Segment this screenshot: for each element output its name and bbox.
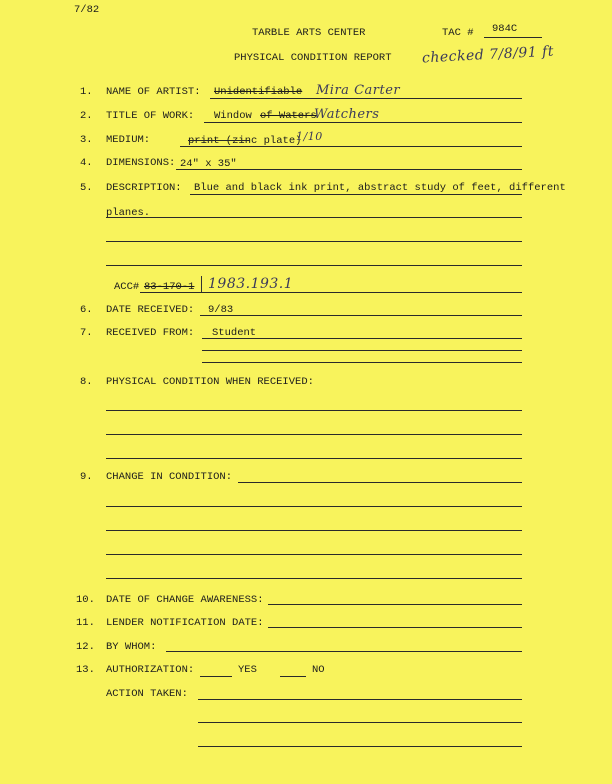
field-7-number: 7. [80,327,93,339]
field-2-struck-value: of Waters [260,110,317,122]
action-line-3 [198,746,522,747]
field-7-line-2 [202,350,522,351]
field-8-line-3 [106,458,522,459]
field-9-number: 9. [80,471,93,483]
acc-struck-value: 83-170-1 [144,281,195,293]
tac-line [484,37,542,38]
field-5-number: 5. [80,182,93,194]
field-9-line-1 [238,482,522,483]
field-10-line [268,604,522,605]
field-12-line [166,651,522,652]
field-3-line [180,146,522,147]
field-11-line [268,627,522,628]
field-2-label: TITLE OF WORK: [106,110,195,122]
field-6-label: DATE RECEIVED: [106,304,195,316]
corner-date: 7/82 [74,4,100,16]
field-3-strike [188,140,250,141]
field-6-line [200,315,522,316]
tac-label: TAC # [442,27,474,39]
field-9-line-4 [106,554,522,555]
field-5-line-3 [106,241,522,242]
action-taken-label: ACTION TAKEN: [106,688,188,700]
field-7-line-1 [202,338,522,339]
field-5-value-line1: Blue and black ink print, abstract study of feet, different [194,182,566,194]
field-9-line-5 [106,578,522,579]
field-10-number: 10. [76,594,95,606]
acc-divider [201,276,202,292]
field-5-value-line2: planes. [106,207,151,219]
field-11-label: LENDER NOTIFICATION DATE: [106,617,264,629]
field-6-value: 9/83 [208,304,234,316]
field-9-line-2 [106,506,522,507]
field-13-yes: YES [238,664,257,676]
field-8-line-2 [106,434,522,435]
field-4-label: DIMENSIONS: [106,157,176,169]
field-13-yes-line [200,676,232,677]
field-9-line-3 [106,530,522,531]
field-9-label: CHANGE IN CONDITION: [106,471,233,483]
field-8-label: PHYSICAL CONDITION WHEN RECEIVED: [106,376,314,388]
field-8-line-1 [106,410,522,411]
field-2-number: 2. [80,110,93,122]
handwritten-checked: checked 7/8/91 ft [421,43,555,67]
field-12-label: BY WHOM: [106,641,157,653]
field-4-number: 4. [80,157,93,169]
field-4-line [176,169,522,170]
field-7-label: RECEIVED FROM: [106,327,195,339]
field-5-line-4 [106,265,522,266]
field-13-number: 13. [76,664,95,676]
field-3-number: 3. [80,134,93,146]
field-13-label: AUTHORIZATION: [106,664,195,676]
field-8-number: 8. [80,376,93,388]
field-13-no: NO [312,664,325,676]
field-11-number: 11. [76,617,95,629]
field-7-value: Student [212,327,257,339]
acc-line [140,292,522,293]
acc-label: ACC# [114,281,140,293]
field-13-no-line [280,676,306,677]
tac-number: 984C [492,23,518,35]
field-2-value: Window [214,110,252,122]
action-line-2 [198,722,522,723]
center-name: TARBLE ARTS CENTER [252,27,366,39]
field-1-number: 1. [80,86,93,98]
field-10-label: DATE OF CHANGE AWARENESS: [106,594,264,606]
field-5-line-2 [106,217,522,218]
field-7-line-3 [202,362,522,363]
field-3-value: print (zinc plate) [188,135,302,147]
field-3-handwritten: 1/10 [296,130,323,143]
field-1-line [210,98,522,99]
field-12-number: 12. [76,641,95,653]
action-line-1 [198,699,522,700]
field-4-value: 24" x 35" [180,158,237,170]
report-title: PHYSICAL CONDITION REPORT [234,52,392,64]
field-2-handwritten: Watchers [314,107,380,122]
field-2-line [204,122,522,123]
field-1-struck-value: Unidentifiable [214,86,303,98]
field-5-label: DESCRIPTION: [106,182,182,194]
field-1-handwritten: Mira Carter [316,83,401,98]
field-6-number: 6. [80,304,93,316]
field-3-label: MEDIUM: [106,134,151,146]
acc-handwritten: 1983.193.1 [208,276,294,292]
field-1-label: NAME OF ARTIST: [106,86,201,98]
field-5-line-1 [190,194,522,195]
